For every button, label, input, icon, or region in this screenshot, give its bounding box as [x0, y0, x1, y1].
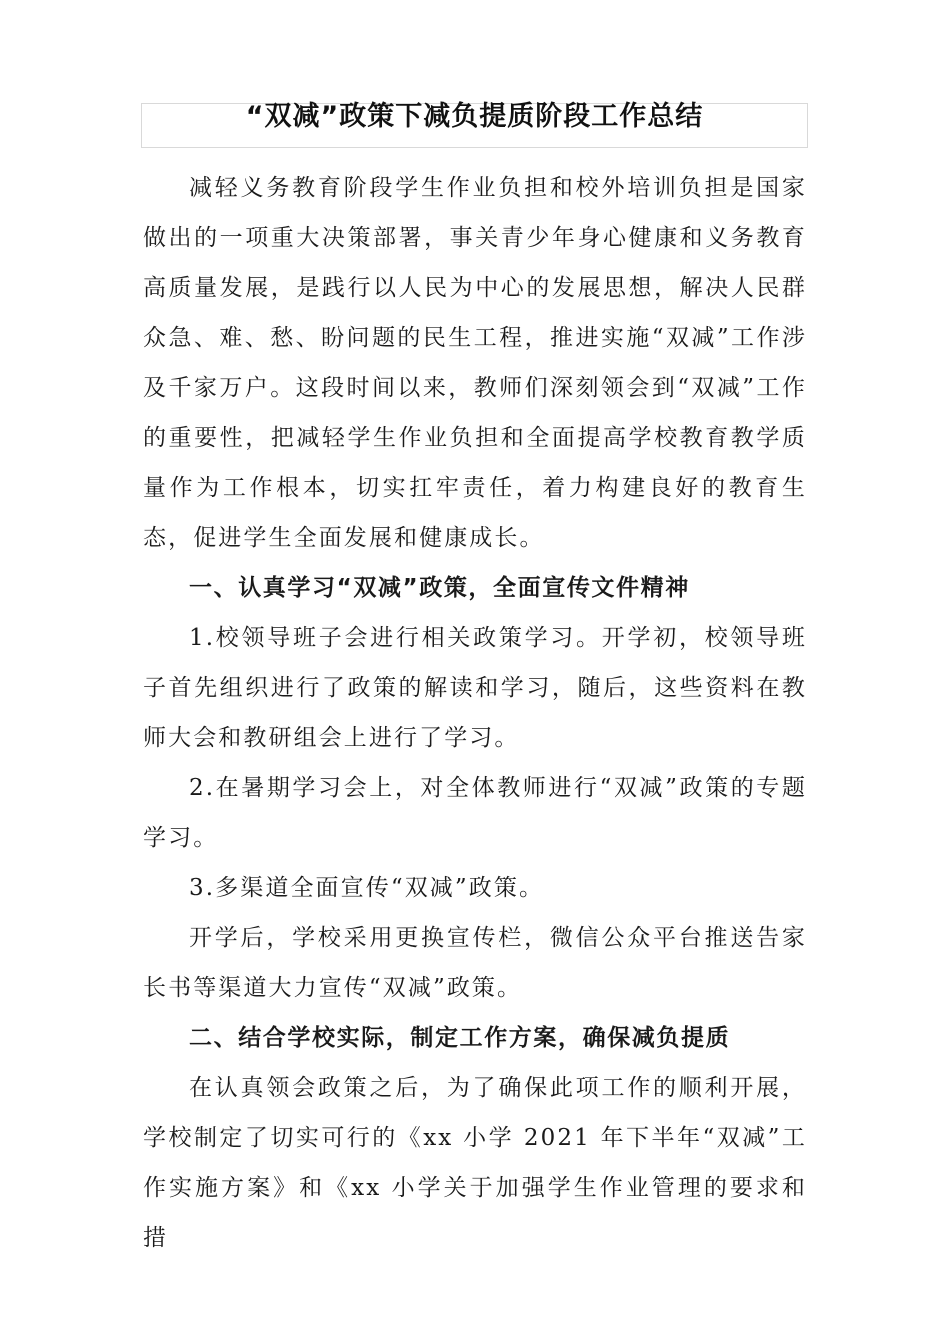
section-2-item-1: 在认真领会政策之后，为了确保此项工作的顺利开展，学校制定了切实可行的《xx 小学 2021 年下半年“双减”工作实施方案》和《xx 小学关于加强学生作业管理的要求和措 — [143, 1075, 807, 1251]
section-1-item-3: 3.多渠道全面宣传“双减”政策。 — [189, 875, 545, 901]
section-1-item-2: 2.在暑期学习会上，对全体教师进行“双减”政策的专题学习。 — [143, 775, 807, 851]
section-1-heading: 一、认真学习“双减”政策，全面宣传文件精神 — [189, 575, 690, 601]
document-title: “双减”政策下减负提质阶段工作总结 — [245, 101, 704, 132]
section-2-heading: 二、结合学校实际，制定工作方案，确保减负提质 — [189, 1025, 731, 1051]
document-body — [143, 163, 807, 1263]
section-1-item-4: 开学后，学校采用更换宣传栏，微信公众平台推送告家长书等渠道大力宣传“双减”政策。 — [143, 925, 807, 1001]
intro-paragraph: 减轻义务教育阶段学生作业负担和校外培训负担是国家做出的一项重大决策部署，事关青少年身心健康和义务教育高质量发展，是践行以人民为中心的发展思想，解决人民群众急、难、愁、盼问题的民生工程，推进实施“双减”工作涉及千家万户。这段时间以来，教师们深刻领会到“双减”工作的重要性，把减轻学生作业负担和全面提高学校教育教学质量作为工作根本，切实扛牢责任，着力构建良好的教育生态，促进学生全面发展和健康成长。 — [143, 175, 807, 551]
section-1-item-1: 1.校领导班子会进行相关政策学习。开学初，校领导班子首先组织进行了政策的解读和学习，随后，这些资料在教师大会和教研组会上进行了学习。 — [143, 625, 807, 751]
